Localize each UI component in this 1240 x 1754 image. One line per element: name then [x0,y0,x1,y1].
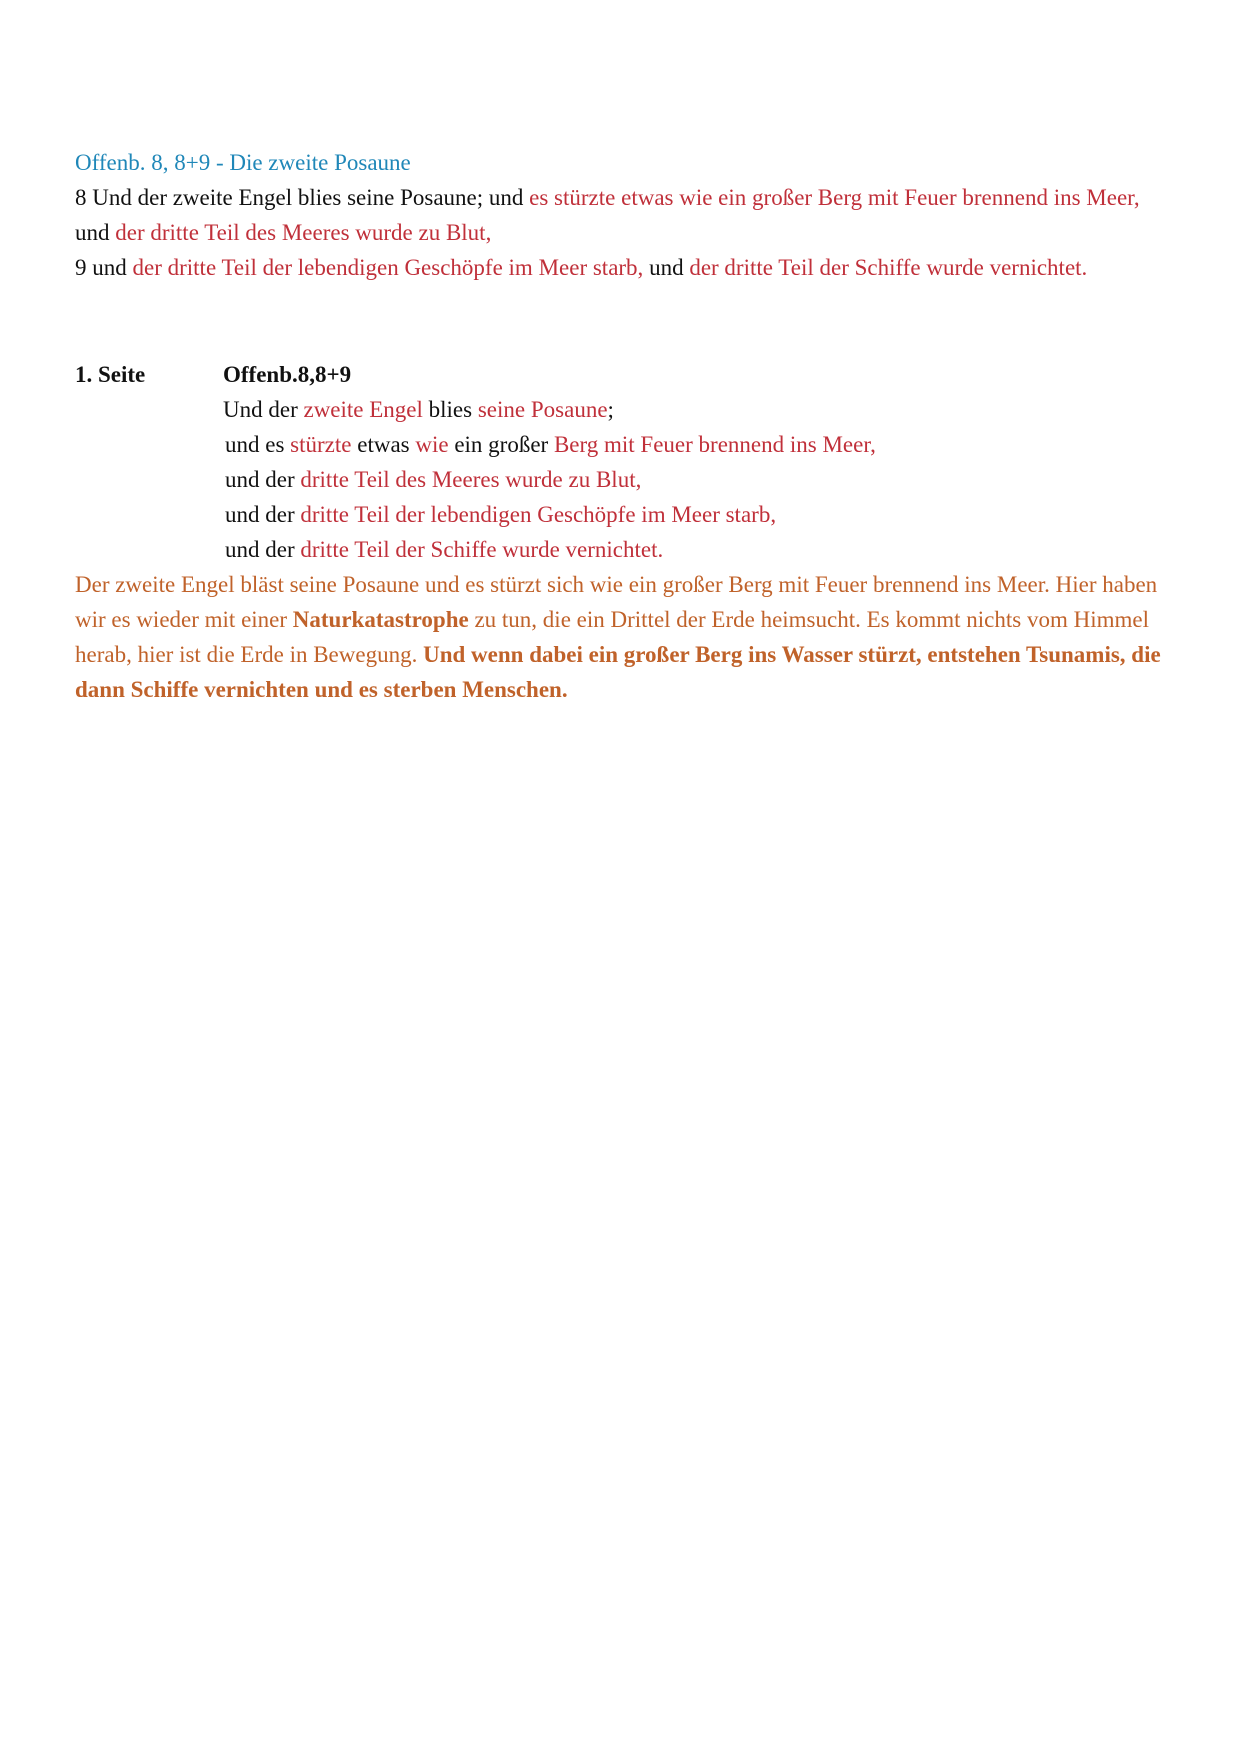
seite-line-2-b: stürzte [290,432,352,457]
verse-8-mountain: es stürzte etwas wie ein großer Berg mit Feuer brennend ins Meer, [529,185,1140,210]
seite-line-1-a: Und der [223,397,304,422]
seite-line-3 [223,462,1123,497]
seite-line-2-c: etwas [351,432,416,457]
seite-line-3-a: und der [225,467,301,492]
seite-line-1-b: zweite Engel [303,397,423,422]
verse-8-conj: und [75,220,116,245]
seite-label: 1. Seite [75,362,146,387]
seite-line-2-f: Berg mit Feuer brennend ins Meer, [553,432,876,457]
seite-line-1-c: blies [422,397,478,422]
verse-9-ships: der dritte Teil der Schiffe wurde vernichtet. [689,255,1088,280]
seite-body [223,357,1123,567]
seite-line-4 [223,497,1123,532]
seite-line-2-e: ein großer [448,432,554,457]
verse-8-blood: der dritte Teil des Meeres wurde zu Blut, [115,220,492,245]
verse-9-conj: und [643,255,690,280]
document-page [75,145,1175,730]
seite-line-5 [223,532,1123,567]
verse-8 [75,180,1175,250]
seite-line-2-a: und es [225,432,291,457]
verse-8-intro: 8 Und der zweite Engel blies seine Posaune; und [75,185,530,210]
commentary-text-2: zu tun, die ein Drittel der Erde heimsucht. Es kommt nichts vom Himmel herab, hier ist die Erde in Bewegung. [75,607,1149,667]
verse-9-intro: 9 und [75,255,133,280]
seite-line-3-b: dritte Teil des Meeres wurde zu Blut, [300,467,642,492]
seite-line-4-b: dritte Teil der lebendigen Geschöpfe im Meer starb, [300,502,777,527]
verse-9 [75,250,1175,285]
commentary-bold-1: Naturkatastrophe [292,607,469,632]
seite-line-5-b: dritte Teil der Schiffe wurde vernichtet. [300,537,664,562]
seite-line-5-a: und der [225,537,301,562]
verse-9-creatures: der dritte Teil der lebendigen Geschöpfe im Meer starb, [132,255,644,280]
seite-section [75,357,1175,562]
seite-line-1-d: seine Posaune [477,397,608,422]
passage-title: Offenb. 8, 8+9 - Die zweite Posaune [75,150,411,175]
commentary-text-1: Der zweite Engel bläst seine Posaune und es stürzt sich wie ein großer Berg mit Feuer brennend ins Meer. Hier haben wir es wieder mit einer [75,572,1158,632]
seite-line-4-a: und der [225,502,301,527]
commentary-bold-2: Und wenn dabei ein großer Berg ins Wasser stürzt, entstehen Tsunamis, die dann Schiffe vernichten und es sterben Menschen. [75,642,1161,702]
seite-line-1 [223,392,1123,427]
seite-line-1-e: ; [607,397,614,422]
seite-line-2 [223,427,1123,462]
commentary-paragraph [75,567,1175,707]
seite-line-2-d: wie [415,432,449,457]
seite-heading: Offenb.8,8+9 [223,362,352,387]
